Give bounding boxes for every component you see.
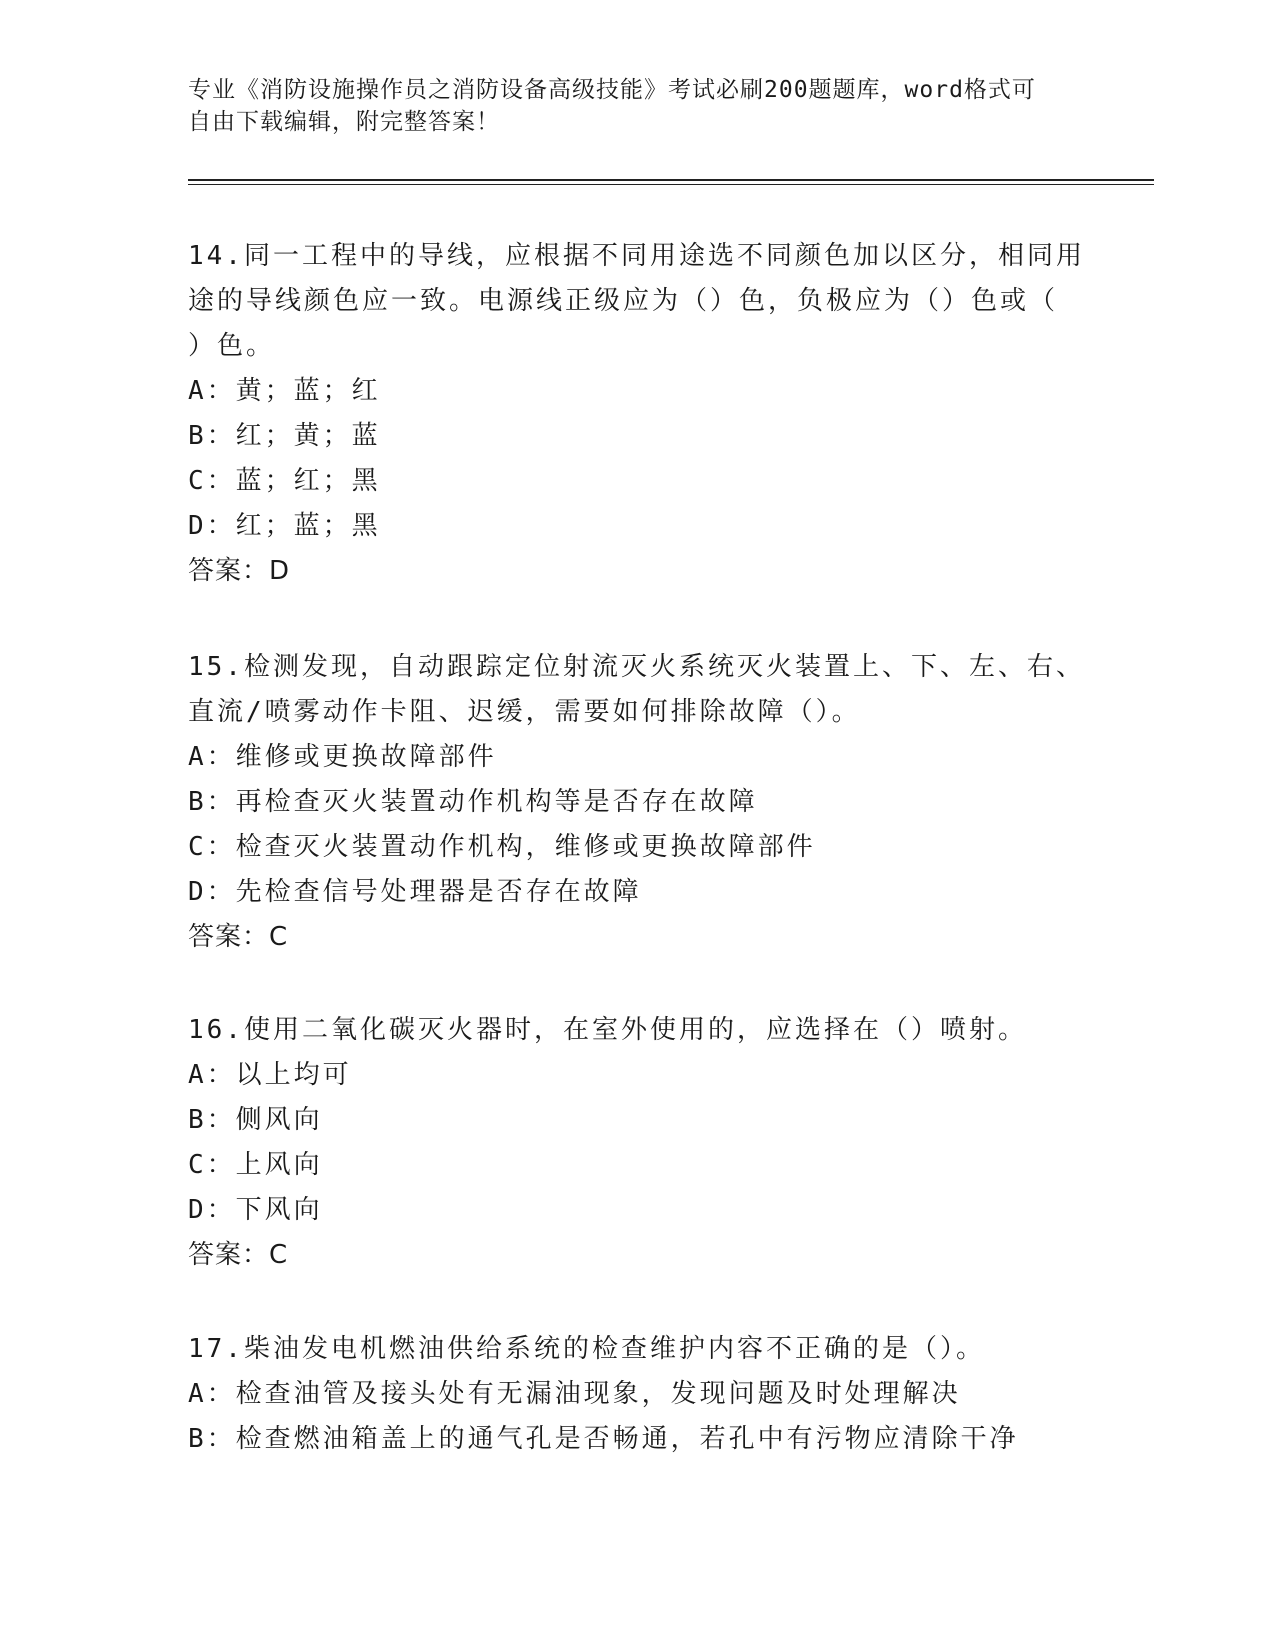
option-d: D：先检查信号处理器是否存在故障 xyxy=(188,877,642,907)
question-stem-line: 16.使用二氧化碳灭火器时，在室外使用的，应选择在（）喷射。 xyxy=(188,1015,1027,1045)
option-a: A：黄；蓝；红 xyxy=(188,376,381,406)
question-stem-line: ）色。 xyxy=(188,331,276,361)
header-line-2: 自由下载编辑，附完整答案！ xyxy=(188,109,500,135)
answer-line: 答案：D xyxy=(188,556,291,586)
question-stem-line: 15.检测发现，自动跟踪定位射流灭火系统灭火装置上、下、左、右、 xyxy=(188,652,1085,682)
document-header xyxy=(188,74,1088,138)
option-c: C：蓝；红；黑 xyxy=(188,466,381,496)
option-b: B：侧风向 xyxy=(188,1105,323,1135)
option-b: B：再检查灭火装置动作机构等是否存在故障 xyxy=(188,787,758,817)
question-stem-line: 17.柴油发电机燃油供给系统的检查维护内容不正确的是（）。 xyxy=(188,1334,985,1364)
option-a: A：以上均可 xyxy=(188,1060,352,1090)
option-b: B：红；黄；蓝 xyxy=(188,421,381,451)
question-17 xyxy=(188,1327,1088,1462)
question-stem-line: 直流/喷雾动作卡阻、迟缓，需要如何排除故障（）。 xyxy=(188,697,861,727)
question-15 xyxy=(188,645,1088,960)
header-divider-thick xyxy=(188,179,1154,181)
question-stem-line: 途的导线颜色应一致。电源线正级应为（）色，负极应为（）色或（ xyxy=(188,286,1059,316)
option-c: C：检查灭火装置动作机构，维修或更换故障部件 xyxy=(188,832,816,862)
question-stem-line: 14.同一工程中的导线，应根据不同用途选不同颜色加以区分，相同用 xyxy=(188,241,1085,271)
header-divider-thin xyxy=(188,184,1154,185)
option-d: D：红；蓝；黑 xyxy=(188,511,381,541)
header-line-1: 专业《消防设施操作员之消防设备高级技能》考试必刷200题题库，word格式可 xyxy=(188,77,1036,103)
option-b: B：检查燃油箱盖上的通气孔是否畅通，若孔中有污物应清除干净 xyxy=(188,1424,1019,1454)
option-d: D：下风向 xyxy=(188,1195,323,1225)
option-c: C：上风向 xyxy=(188,1150,323,1180)
answer-line: 答案：C xyxy=(188,922,289,952)
option-a: A：检查油管及接头处有无漏油现象，发现问题及时处理解决 xyxy=(188,1379,961,1409)
question-14 xyxy=(188,234,1088,594)
option-a: A：维修或更换故障部件 xyxy=(188,742,497,772)
question-16 xyxy=(188,1008,1088,1278)
answer-line: 答案：C xyxy=(188,1240,289,1270)
